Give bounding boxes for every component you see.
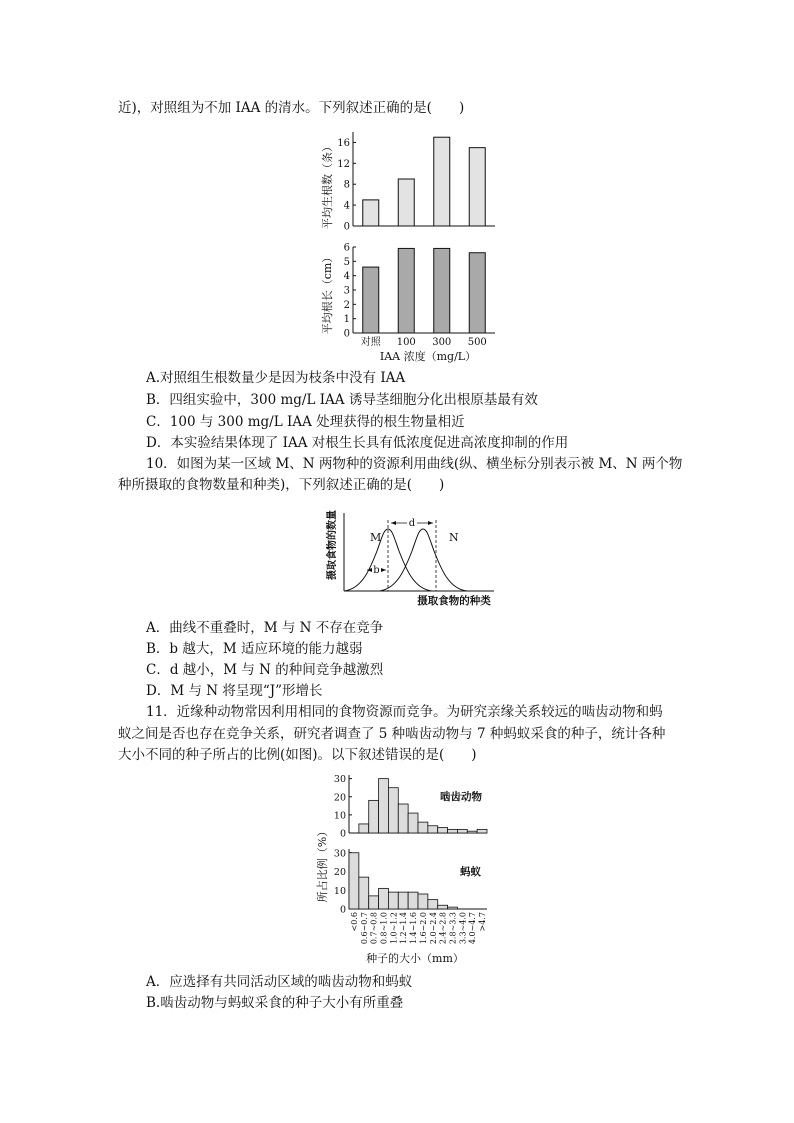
- q11-chart1-bar: [428, 826, 438, 833]
- q9-chart1-ytick-label: 4: [343, 200, 350, 212]
- q9-figure: [315, 128, 505, 368]
- q9-chart2-bar: [363, 267, 379, 333]
- q10-stem-line1: 10．如图为某一区域 M、N 两物种的资源利用曲线(纵、横坐标分别表示被 M、N 两个物: [146, 456, 683, 472]
- q11-chart2-bar: [379, 888, 389, 909]
- q11-chart2-bar: [408, 892, 418, 909]
- q11-chart1-ytick-label: 0: [339, 828, 346, 840]
- q11-chart1-bar: [379, 779, 389, 833]
- q10-d-label: d: [408, 518, 416, 529]
- q9-chart1-ytick-label: 8: [343, 179, 350, 191]
- q9-chart2-ytick-label: 0: [343, 328, 350, 340]
- q9-xtick-label: 500: [467, 337, 487, 348]
- q11-xtick-label: 1.6~2.0: [418, 912, 428, 945]
- q11-chart2-series-label: 蚂蚁: [460, 866, 481, 878]
- q10-option-c: C．d 越小，M 与 N 的种间竞争越激烈: [146, 662, 384, 678]
- q11-chart2-bar: [418, 894, 428, 909]
- q11-figure: [312, 770, 512, 965]
- q9-chart2-bar: [434, 248, 450, 333]
- q10-b-arrow-right-head: [381, 568, 386, 572]
- q11-xtick-label: 1.4~1.6: [409, 912, 419, 945]
- q11-chart1-ytick-label: 10: [333, 810, 346, 822]
- q11-chart1-bar: [408, 813, 418, 833]
- q11-chart2-bar: [438, 905, 448, 909]
- q9-chart1-bar: [398, 179, 414, 226]
- q11-chart2-bar: [369, 896, 379, 909]
- q9-chart2-ytick-label: 5: [343, 256, 350, 268]
- q11-xtick-label: 1.0~1.2: [389, 912, 399, 945]
- q11-xtick-label: 1.2~1.4: [399, 912, 409, 945]
- q10-n-label: N: [449, 531, 459, 544]
- q9-chart1-bar: [469, 148, 485, 226]
- q9-chart1-bar: [363, 200, 379, 226]
- q11-chart2-ytick-label: 30: [333, 848, 346, 860]
- q10-xlabel: 摄取食物的种类: [417, 595, 491, 607]
- q11-xtick-label: 4.0~4.7: [468, 912, 478, 945]
- q10-d-arrow-left-head: [391, 521, 396, 525]
- q9-chart1: [337, 132, 495, 233]
- q11-xtick-label: 2.4~2.8: [438, 912, 448, 945]
- q9-chart2-ytick-label: 1: [343, 314, 350, 326]
- q11-chart2-bar: [428, 900, 438, 909]
- q10-option-d: D．M 与 N 将呈现“J”形增长: [146, 683, 323, 699]
- q9-chart1-ylabel: 平均生根数（条）: [321, 141, 334, 229]
- q9-option-d: D．本实验结果体现了 IAA 对根生长具有低浓度促进高浓度抑制的作用: [146, 435, 569, 451]
- q11-chart1-bar: [448, 829, 458, 833]
- q11-option-a: A．应选择有共同活动区域的啮齿动物和蚂蚁: [146, 974, 413, 990]
- q11-chart1-bar: [398, 804, 408, 833]
- q11-chart1-bar: [467, 831, 477, 833]
- q11-chart1-bar: [438, 828, 448, 833]
- q9-xlabel: IAA 浓度（mg/L）: [379, 350, 477, 363]
- q11-chart1-bar: [369, 800, 379, 833]
- q11-chart1-bar: [388, 788, 398, 833]
- q9-chart2-ytick-label: 4: [343, 271, 350, 283]
- q10-option-b: B．b 越大，M 适应环境的能力越弱: [146, 641, 363, 657]
- q9-xtick-label: 对照: [360, 337, 381, 348]
- q9-chart1-ytick-label: 0: [343, 221, 350, 233]
- q11-chart2-ytick-label: 10: [333, 885, 346, 897]
- q11-xtick-label: 0.8~1.0: [379, 912, 389, 945]
- q11-stem-line2: 蚁之间是否也存在竞争关系，研究者调查了 5 种啮齿动物与 7 种蚂蚁采食的种子，统计各种: [118, 726, 666, 742]
- q10-d-arrow-right-head: [428, 521, 433, 525]
- q11-chart2-bar: [359, 877, 369, 909]
- q11-chart1-ytick-label: 30: [333, 774, 346, 786]
- q9-stem-tail: 近)，对照组为不加 IAA 的清水。下列叙述正确的是( ): [118, 100, 465, 116]
- q11-chart1-bar: [477, 829, 487, 833]
- q11-xlabel: 种子的大小（mm）: [366, 952, 464, 965]
- q10-option-a: A．曲线不重叠时，M 与 N 不存在竞争: [146, 620, 384, 636]
- q9-chart2: [344, 243, 495, 349]
- q9-chart2-ytick-label: 2: [343, 299, 350, 311]
- q11-chart2-ytick-label: 0: [339, 904, 346, 916]
- q9-chart2-bar: [398, 248, 414, 333]
- q11-chart1-bar: [359, 824, 369, 833]
- q10-m-label: M: [370, 531, 382, 544]
- q11-chart2-ytick-label: 20: [333, 867, 346, 878]
- q9-chart1-bar: [434, 137, 450, 226]
- q11-chart2-bar: [388, 892, 398, 909]
- q11-chart-ants: [334, 848, 487, 944]
- q9-chart1-ytick-label: 16: [337, 137, 350, 149]
- q11-chart-rodents: [334, 774, 487, 839]
- q9-option-a: A.对照组生根数量少是因为枝条中没有 IAA: [146, 370, 406, 386]
- q11-xtick-label: 0.6~0.7: [359, 912, 369, 945]
- q9-chart2-ytick-label: 6: [343, 242, 350, 254]
- q10-b-label: b: [373, 565, 380, 576]
- q11-chart1-bar: [418, 822, 428, 833]
- q11-chart1-series-label: 啮齿动物: [440, 791, 482, 803]
- q11-xtick-label: 0.7~0.8: [369, 912, 379, 945]
- q11-xtick-label: 3.3~4.0: [458, 912, 468, 945]
- q11-chart2-bar: [398, 892, 408, 909]
- q10-stem-line2: 种所摄取的食物数量和种类)，下列叙述正确的是( ): [118, 477, 445, 493]
- q11-xtick-label: 2.0~2.4: [428, 912, 438, 945]
- q9-chart1-ytick-label: 12: [337, 158, 350, 170]
- q11-xtick-label: <0.6: [349, 912, 359, 932]
- q9-chart2-ytick-label: 3: [343, 285, 350, 297]
- q11-stem-line1: 11．近缘种动物常因利用相同的食物资源而竞争。为研究亲缘关系较远的啮齿动物和蚂: [146, 704, 663, 720]
- q9-option-c: C．100 与 300 mg/L IAA 处理获得的根生物量相近: [146, 414, 465, 430]
- q9-xtick-label: 300: [432, 337, 452, 348]
- q11-xtick-label: 2.8~3.3: [448, 912, 458, 945]
- q11-option-b: B.啮齿动物与蚂蚁采食的种子大小有所重叠: [146, 995, 404, 1011]
- q11-chart1-bar: [457, 829, 467, 833]
- q11-xtick-label: >4.7: [478, 912, 488, 932]
- q11-chart2-bar: [448, 907, 458, 909]
- q11-chart2-bar: [349, 853, 359, 909]
- q11-stem-line3: 大小不同的种子所占的比例(如图)。以下叙述错误的是( ): [118, 747, 477, 763]
- q9-chart2-bar: [469, 253, 485, 333]
- q9-option-b: B．四组实验中，300 mg/L IAA 诱导茎细胞分化出根原基最有效: [146, 392, 538, 408]
- q10-ylabel: 摄取食物的数量: [327, 510, 338, 580]
- q11-chart1-ytick-label: 20: [333, 792, 346, 804]
- q9-xtick-label: 100: [396, 337, 416, 348]
- q10-figure: [322, 503, 502, 608]
- q9-chart2-ylabel: 平均根长（cm）: [321, 251, 334, 335]
- q11-ylabel: 所占比例（%）: [316, 825, 329, 903]
